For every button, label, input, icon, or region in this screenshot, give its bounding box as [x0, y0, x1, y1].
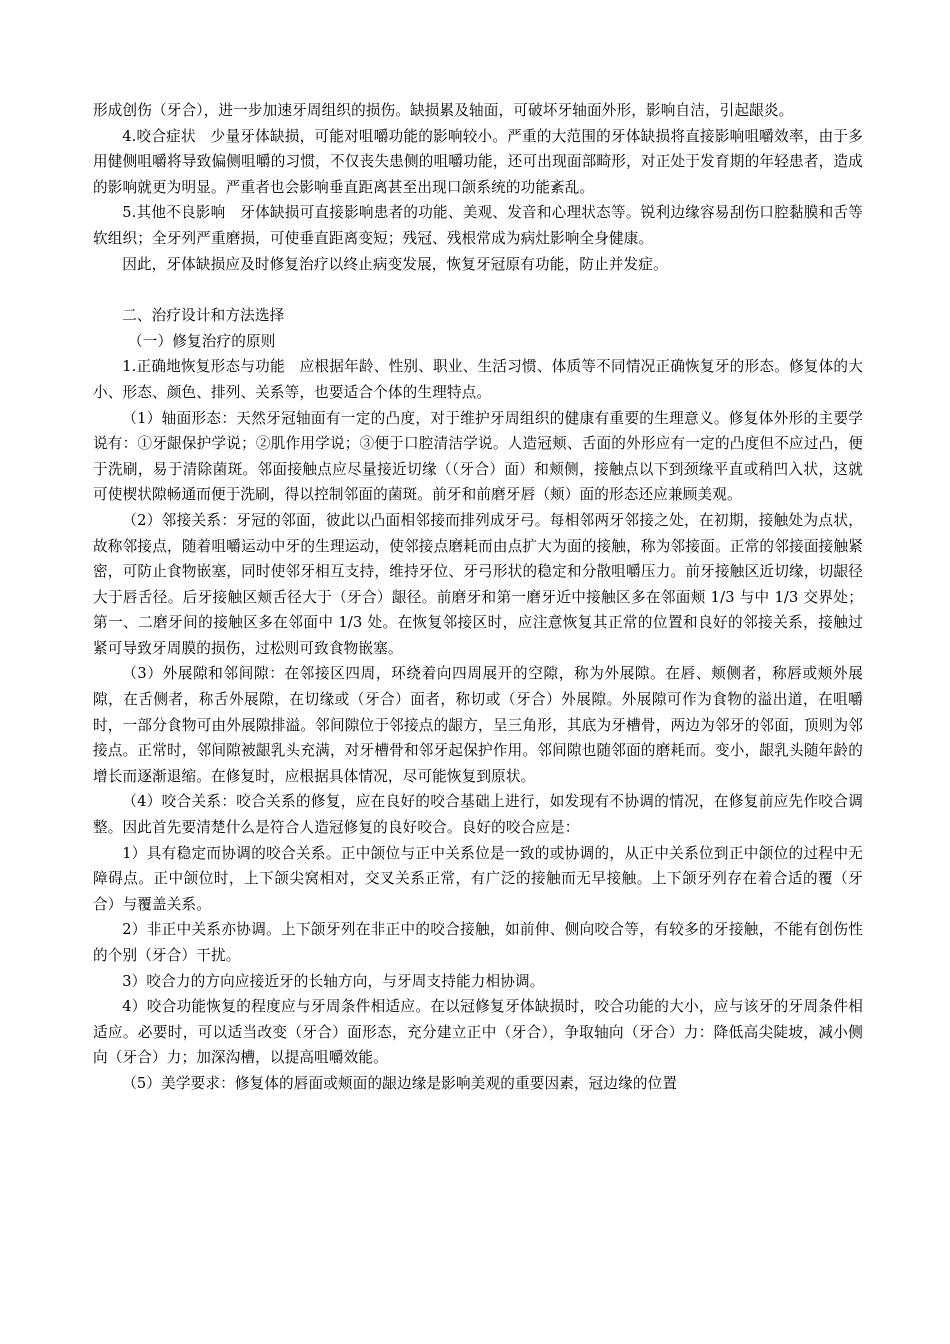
blank-line	[93, 277, 863, 303]
document-page	[93, 98, 863, 1097]
paragraph-proximal-contact: （2）邻接关系：牙冠的邻面，彼此以凸面相邻接而排列成牙弓。每相邻两牙邻接之处，在初期，接触处为点状，故称邻接点，随着咀嚼运动中牙的生理运动，使邻接点磨耗而由点扩大为面的接触，称为邻接面。正常的邻接面接触紧密，可防止食物嵌塞，同时使邻牙相互支持，维持牙位、牙弓形状的稳定和分散咀嚼压力。前牙接触区近切缘，切龈径大于唇舌径。后牙接触区颊舌径大于（牙合）龈径。前磨牙和第一磨牙近中接触区多在邻面颊 1/3 与中 1/3 交界处；第一、二磨牙间的接触区多在邻面中 1/3 处。在恢复邻接区时，应注意恢复其正常的位置和良好的邻接关系，接触过紧可导致牙周膜的损伤，过松则可致食物嵌塞。	[93, 511, 863, 657]
paragraph-aesthetic-requirements: （5）美学要求：修复体的唇面或颊面的龈边缘是影响美观的重要因素，冠边缘的位置	[122, 1074, 678, 1092]
paragraph-embrasures: （3）外展隙和邻间隙：在邻接区四周，环绕着向四周展开的空隙，称为外展隙。在唇、颊侧者，称唇或颊外展隙，在舌侧者，称舌外展隙，在切缘或（牙合）面者，称切或（牙合）外展隙。外展隙可作为食物的溢出道，在咀嚼时，一部分食物可由外展隙排溢。邻间隙位于邻接点的龈方，呈三角形，其底为牙槽骨，两边为邻牙的邻面，顶则为邻接点。正常时，邻间隙被龈乳头充满，对牙槽骨和邻牙起保护作用。邻间隙也随邻面的磨耗而。变小，龈乳头随年龄的增长而逐渐退缩。在修复时，应根据具体情况，尽可能恢复到原状。	[93, 665, 863, 785]
paragraph-restore-form-function: 1.正确地恢复形态与功能 应根据年龄、性别、职业、生活习惯、体质等不同情况正确恢复牙的形态。修复体的大小、形态、颜色、排列、关系等，也要适合个体的生理特点。	[93, 358, 863, 401]
list-item-stable-occlusion: 1）具有稳定而协调的咬合关系。正中颌位与正中关系位是一致的或协调的，从正中关系位到正中颌位的过程中无障碍点。正中颌位时，上下颌尖窝相对，交叉关系正常，有广泛的接触而无早接触。上下颌牙列存在着合适的覆（牙合）与覆盖关系。	[93, 844, 863, 913]
list-item-function-restoration: 4）咬合功能恢复的程度应与牙周条件相适应。在以冠修复牙体缺损时，咬合功能的大小，应与该牙的牙周条件相适应。必要时，可以适当改变（牙合）面形态，充分建立正中（牙合），争取轴向（牙合）力：降低高尖陡坡，减小侧向（牙合）力；加深沟槽，以提高咀嚼效能。	[93, 998, 863, 1067]
section-heading-treatment-design: 二、治疗设计和方法选择	[122, 307, 285, 325]
paragraph-conclusion: 因此，牙体缺损应及时修复治疗以终止病变发展，恢复牙冠原有功能，防止并发症。	[122, 255, 668, 273]
paragraph-wound-continuation: 形成创伤（牙合），进一步加速牙周组织的损伤。缺损累及轴面，可破坏牙轴面外形，影响自洁，引起龈炎。	[93, 102, 794, 119]
paragraph-occlusal-symptoms: 4.咬合症状 少量牙体缺损，可能对咀嚼功能的影响较小。严重的大范围的牙体缺损将直接影响咀嚼效率，由于多用健侧咀嚼将导致偏侧咀嚼的习惯，不仅丧失患侧的咀嚼功能，还可出现面部畸形，对正处于发育期的年轻患者，造成的影响就更为明显。严重者也会影响垂直距离甚至出现口颌系统的功能紊乱。	[93, 127, 863, 196]
list-item-force-direction: 3）咬合力的方向应接近牙的长轴方向，与牙周支持能力相协调。	[122, 972, 545, 990]
paragraph-occlusion: （4）咬合关系：咬合关系的修复，应在良好的咬合基础上进行，如发现有不协调的情况，在修复前应先作咬合调整。因此首先要清楚什么是符合人造冠修复的良好咬合。良好的咬合应是：	[93, 793, 863, 837]
list-item-eccentric-harmony: 2）非正中关系亦协调。上下颌牙列在非正中的咬合接触，如前伸、侧向咬合等，有较多的牙接触，不能有创伤性的个别（牙合）干扰。	[93, 921, 863, 964]
paragraph-other-effects: 5.其他不良影响 牙体缺损可直接影响患者的功能、美观、发音和心理状态等。锐利边缘容易刮伤口腔黏膜和舌等软组织；全牙列严重磨损，可使垂直距离变短；残冠、残根常成为病灶影响全身健康。	[93, 204, 863, 247]
subsection-heading-principles: （一）修复治疗的原则	[128, 332, 276, 350]
paragraph-axial-form: （1）轴面形态：天然牙冠轴面有一定的凸度，对于维护牙周组织的健康有重要的生理意义。修复体外形的主要学说有：①牙龈保护学说；②肌作用学说；③便于口腔清洁学说。人造冠颊、舌面的外形应有一定的凸度但不应过凸，便于洗刷，易于清除菌斑。邻面接触点应尽量接近切缘（（牙合）面）和颊侧，接触点以下到颈缘平直或稍凹入状，这就可使楔状隙畅通而便于洗刷，得以控制邻面的菌斑。前牙和前磨牙唇（颊）面的形态还应兼顾美观。	[93, 409, 863, 504]
